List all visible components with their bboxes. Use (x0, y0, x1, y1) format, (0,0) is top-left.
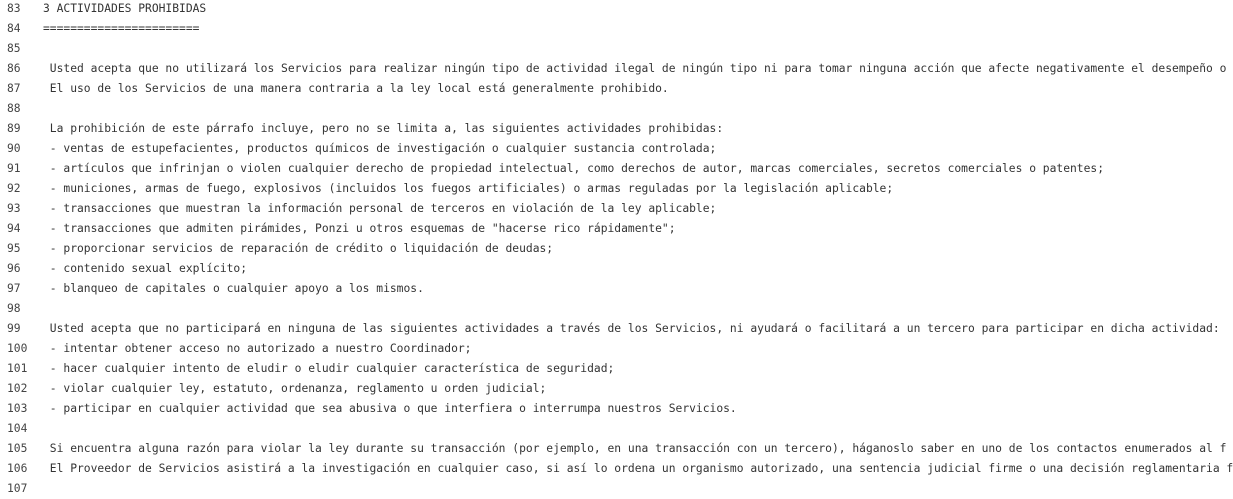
line-number: 104 (7, 422, 28, 435)
code-line (0, 59, 1227, 79)
code-line (0, 259, 1192, 279)
line-text: - municiones, armas de fuego, explosivos (incluidos los fuegos artificiales) o armas reguladas por la legislación aplicable; (43, 182, 894, 195)
line-number: 100 (7, 342, 28, 355)
line-text: - artículos que infrinjan o violen cualquier derecho de propiedad intelectual, como derechos de autor, marcas comerciales, secretos comerciales o patentes; (43, 162, 1105, 175)
code-line (0, 379, 1192, 399)
line-number: 101 (7, 362, 28, 375)
code-line (0, 219, 1192, 239)
line-text: - proporcionar servicios de reparación de crédito o liquidación de deudas; (43, 242, 554, 255)
code-line (0, 359, 1192, 379)
line-text: Usted acepta que no participará en ninguna de las siguientes actividades a través de los Servicios, ni ayudará o facilitará a un tercero para participar en dicha actividad: (43, 322, 1220, 335)
code-line (0, 19, 1192, 39)
line-text: - hacer cualquier intento de eludir o eludir cualquier característica de seguridad; (43, 362, 615, 375)
line-number: 93 (7, 202, 21, 215)
code-line (0, 159, 1192, 179)
code-line (0, 439, 1227, 459)
line-number: 105 (7, 442, 28, 455)
line-text: - violar cualquier ley, estatuto, ordenanza, reglamento u orden judicial; (43, 382, 547, 395)
code-line (0, 299, 1192, 319)
code-line (0, 119, 1192, 139)
line-number: 99 (7, 322, 21, 335)
line-text: Si encuentra alguna razón para violar la ley durante su transacción (por ejemplo, en una transacción con un tercero), háganoslo saber en uno de los contactos enumerados al f (43, 442, 1227, 455)
code-line (0, 179, 1192, 199)
code-line (0, 79, 1192, 99)
line-text: - intentar obtener acceso no autorizado a nuestro Coordinador; (43, 342, 472, 355)
line-number: 98 (7, 302, 21, 315)
code-line (0, 239, 1192, 259)
line-text: - ventas de estupefacientes, productos químicos de investigación o cualquier sustancia controlada; (43, 142, 717, 155)
line-number: 103 (7, 402, 28, 415)
line-text: El Proveedor de Servicios asistirá a la investigación en cualquier caso, si así lo ordena un organismo autorizado, una sentencia judicial firme o una decisión reglamentaria f (43, 462, 1233, 475)
code-line (0, 39, 1192, 59)
line-text: Usted acepta que no utilizará los Servicios para realizar ningún tipo de actividad ilegal de ningún tipo ni para tomar ninguna acción que afecte negativamente el desempeño o (43, 62, 1227, 75)
code-line (0, 479, 1192, 499)
line-number: 83 (7, 2, 21, 15)
line-text: La prohibición de este párrafo incluye, pero no se limita a, las siguientes actividades prohibidas: (43, 122, 724, 135)
line-number: 95 (7, 242, 21, 255)
line-text: - transacciones que muestran la información personal de terceros en violación de la ley aplicable; (43, 202, 717, 215)
line-text: - contenido sexual explícito; (43, 262, 248, 275)
code-line (0, 319, 1220, 339)
line-number: 87 (7, 82, 21, 95)
code-line (0, 279, 1192, 299)
line-number: 89 (7, 122, 21, 135)
line-number: 85 (7, 42, 21, 55)
code-line (0, 459, 1233, 479)
line-number: 90 (7, 142, 21, 155)
code-line (0, 99, 1192, 119)
line-number: 84 (7, 22, 21, 35)
line-number: 91 (7, 162, 21, 175)
line-text: - transacciones que admiten pirámides, Ponzi u otros esquemas de "hacerse rico rápidamente"; (43, 222, 676, 235)
line-number: 97 (7, 282, 21, 295)
line-text: - blanqueo de capitales o cualquier apoyo a los mismos. (43, 282, 424, 295)
code-line (0, 399, 1192, 419)
line-number: 102 (7, 382, 28, 395)
code-line (0, 419, 1192, 439)
line-text: ======================= (43, 22, 200, 35)
code-line (0, 139, 1192, 159)
code-line (0, 199, 1192, 219)
line-number: 94 (7, 222, 21, 235)
line-text: 3 ACTIVIDADES PROHIBIDAS (43, 2, 207, 15)
line-number: 96 (7, 262, 21, 275)
line-text: - participar en cualquier actividad que sea abusiva o que interfiera o interrumpa nuestros Servicios. (43, 402, 737, 415)
code-line (0, 0, 1192, 19)
line-number: 92 (7, 182, 21, 195)
line-text: El uso de los Servicios de una manera contraria a la ley local está generalmente prohibido. (43, 82, 669, 95)
line-number: 88 (7, 102, 21, 115)
line-number: 106 (7, 462, 28, 475)
code-line (0, 339, 1192, 359)
line-number: 107 (7, 482, 28, 495)
line-number: 86 (7, 62, 21, 75)
